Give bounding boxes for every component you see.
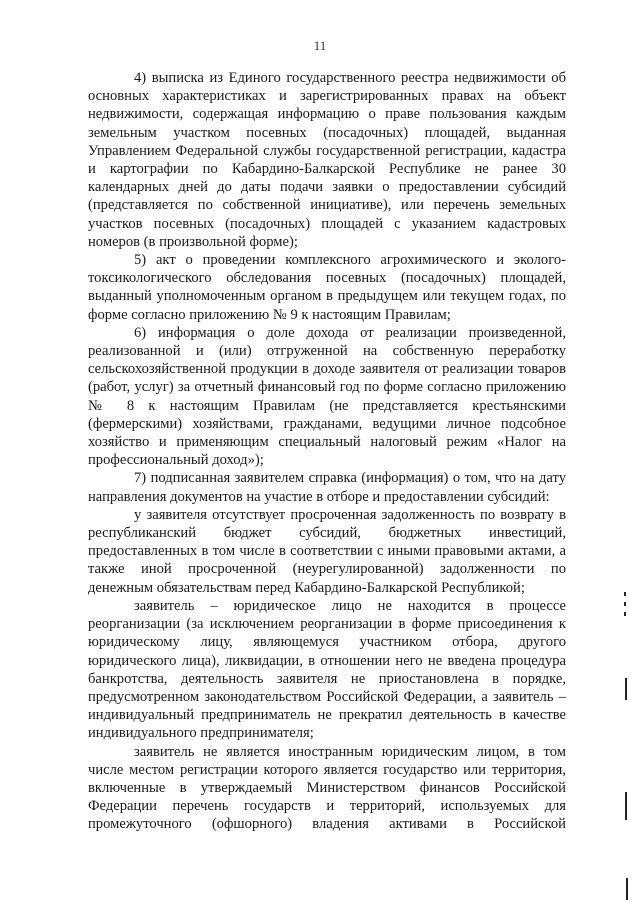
paragraph-item-5: 5) акт о проведении комплексного агрохимического и эколого-токсикологического обследования посевных (посадочных) площадей, выданный уполномоченным органом в предыдущем или текущем годах, по форме согласно приложению № 9 к настоящим Правилам; [88,252,566,323]
scan-edge-mark [624,602,626,606]
scan-edge-mark [624,612,626,616]
paragraph-item-4: 4) выписка из Единого государственного реестра недвижимости об основных характеристиках и зарегистрированных правах на объект недвижимости, содержащая информацию о праве пользования каждым земельным участком посевных (посадочных) площадей, выданная Управлением Федеральной службы государственной регистрации, кадастра и картографии по Кабардино-Балкарской Республике не ранее 30 календарных дней до даты подачи заявки о предоставлении субсидий (представляется по собственной инициативе), или перечень земельных участков посевных (посадочных) площадей с указанием кадастровых номеров (в произвольной форме); [88,70,566,250]
scan-edge-mark [626,878,628,900]
scan-edge-mark [625,792,627,820]
paragraph-not-foreign: заявитель не является иностранным юридическим лицом, в том числе местом регистрации которого является государство или территория, включенные в утверждаемый Министерством финансов Российской Федерации перечень государств и территорий, используемых для промежуточного (офшорного) владения активами в Российской [88,743,566,833]
page-number: 11 [313,38,327,53]
document-body [88,69,566,834]
scan-edge-mark [625,678,627,700]
paragraph-item-6: 6) информация о доле дохода от реализации произведенной, реализованной и (или) отгруженной на собственную переработку сельскохозяйственной продукции в доходе заявителя от реализации товаров (работ, услуг) за отчетный финансовый год по форме согласно приложению № 8 к настоящим Правилам (не представляется крестьянскими (фермерскими) хозяйствами, гражданами, ведущими личное подсобное хозяйство и применяющим специальный налоговый режим «Налог на профессиональный доход»); [88,324,566,469]
paragraph-no-reorganization: заявитель – юридическое лицо не находится в процессе реорганизации (за исключением реорганизации в форме присоединения к юридическому лицу, являющемуся участником отбора, другого юридического лица), ликвидации, в отношении него не введена процедура банкротства, деятельность заявителя не приостановлена в порядке, предусмотренном законодательством Российской Федерации, а заявитель – индивидуальный предприниматель не прекратил деятельность в качестве индивидуального предпринимателя; [88,597,566,742]
paragraph-item-7: 7) подписанная заявителем справка (информация) о том, что на дату направления документов на участие в отборе и предоставлении субсидий: [88,470,566,505]
scan-edge-mark [624,592,626,596]
paragraph-no-debt: у заявителя отсутствует просроченная задолженность по возврату в республиканский бюджет субсидий, бюджетных инвестиций, предоставленных в том числе в соответствии с иными правовыми актами, а также иной просроченной (неурегулированной) задолженности по денежным обязательствам перед Кабардино-Балкарской Республикой; [88,506,566,596]
